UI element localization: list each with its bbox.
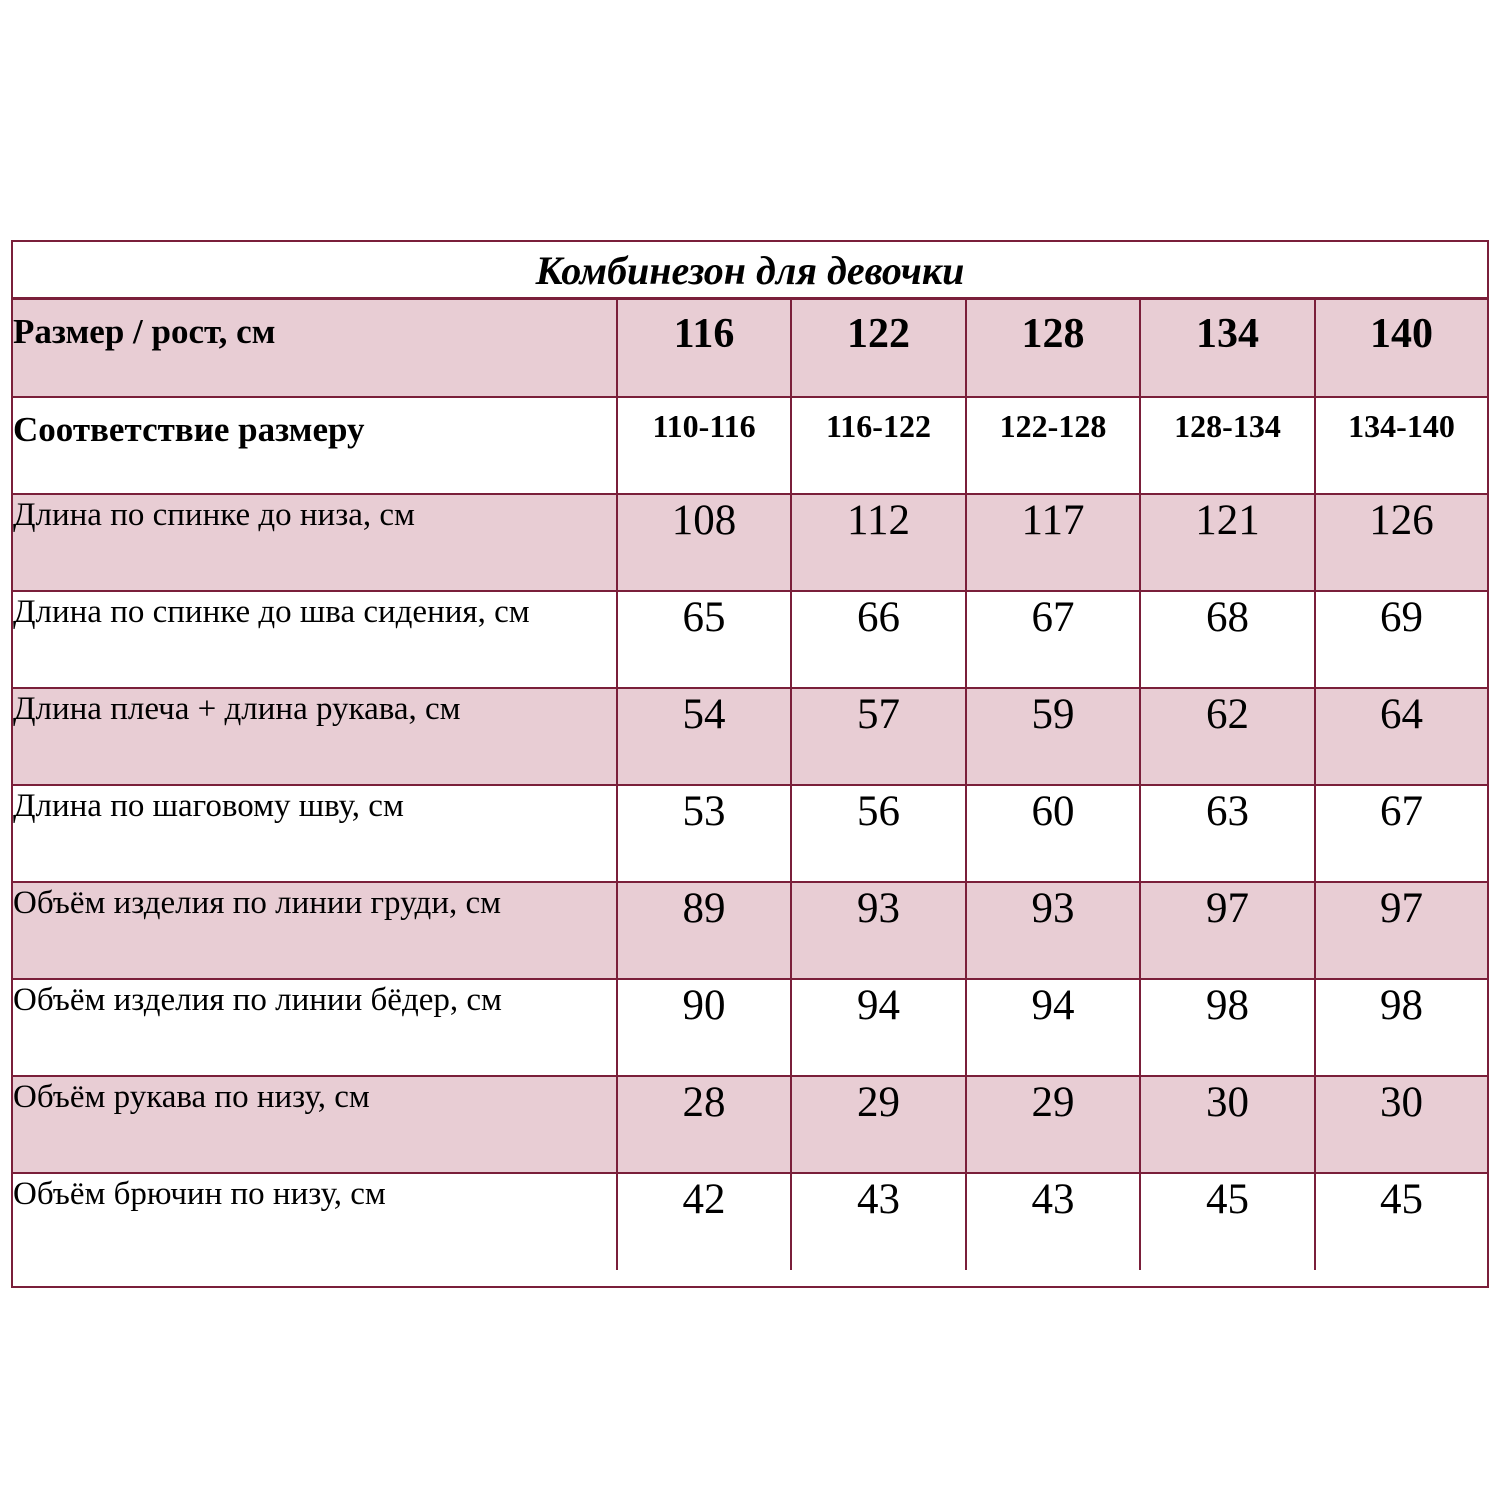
measurement-value: 68: [1140, 591, 1315, 688]
measurement-value: 29: [791, 1076, 966, 1173]
measurement-label: Длина плеча + длина рукава, см: [13, 688, 617, 785]
correspondence-cell: 128-134: [1140, 397, 1315, 494]
measurement-value: 30: [1140, 1076, 1315, 1173]
measurement-value: 93: [966, 882, 1140, 979]
measurement-row: [13, 1173, 1487, 1270]
measurement-value: 98: [1315, 979, 1487, 1076]
size-header-cell: 140: [1315, 300, 1487, 397]
measurement-row: [13, 591, 1487, 688]
measurement-row: [13, 494, 1487, 591]
measurement-label: Объём изделия по линии груди, см: [13, 882, 617, 979]
measurement-value: 29: [966, 1076, 1140, 1173]
measurement-value: 30: [1315, 1076, 1487, 1173]
measurement-label: Объём рукава по низу, см: [13, 1076, 617, 1173]
measurement-value: 97: [1140, 882, 1315, 979]
measurement-value: 43: [966, 1173, 1140, 1270]
size-grid: [13, 300, 1487, 1270]
measurement-row: [13, 1076, 1487, 1173]
measurement-value: 94: [966, 979, 1140, 1076]
measurement-value: 112: [791, 494, 966, 591]
measurement-value: 63: [1140, 785, 1315, 882]
measurement-value: 108: [617, 494, 791, 591]
measurement-value: 62: [1140, 688, 1315, 785]
measurement-value: 64: [1315, 688, 1487, 785]
measurement-row: [13, 979, 1487, 1076]
size-chart-table: [11, 240, 1489, 1288]
correspondence-cell: 134-140: [1315, 397, 1487, 494]
measurement-value: 126: [1315, 494, 1487, 591]
size-header-cell: 116: [617, 300, 791, 397]
measurement-value: 57: [791, 688, 966, 785]
correspondence-label: Соответствие размеру: [13, 397, 617, 494]
correspondence-cell: 116-122: [791, 397, 966, 494]
correspondence-cell: 110-116: [617, 397, 791, 494]
measurement-value: 45: [1140, 1173, 1315, 1270]
size-header-cell: 128: [966, 300, 1140, 397]
measurement-value: 89: [617, 882, 791, 979]
measurement-value: 98: [1140, 979, 1315, 1076]
measurement-label: Объём изделия по линии бёдер, см: [13, 979, 617, 1076]
measurement-value: 69: [1315, 591, 1487, 688]
measurement-value: 121: [1140, 494, 1315, 591]
measurement-value: 97: [1315, 882, 1487, 979]
measurement-value: 28: [617, 1076, 791, 1173]
measurement-value: 53: [617, 785, 791, 882]
measurement-value: 67: [966, 591, 1140, 688]
measurement-value: 94: [791, 979, 966, 1076]
measurement-label: Длина по спинке до низа, см: [13, 494, 617, 591]
measurement-value: 43: [791, 1173, 966, 1270]
measurement-value: 60: [966, 785, 1140, 882]
size-header-cell: 122: [791, 300, 966, 397]
size-header-row: [13, 300, 1487, 397]
measurement-value: 90: [617, 979, 791, 1076]
measurement-label: Длина по шаговому шву, см: [13, 785, 617, 882]
measurement-value: 45: [1315, 1173, 1487, 1270]
measurement-value: 65: [617, 591, 791, 688]
measurement-value: 67: [1315, 785, 1487, 882]
size-header-cell: 134: [1140, 300, 1315, 397]
correspondence-row: [13, 397, 1487, 494]
chart-title: Комбинезон для девочки: [13, 242, 1487, 300]
measurement-value: 42: [617, 1173, 791, 1270]
size-header-label: Размер / рост, см: [13, 300, 617, 397]
measurement-row: [13, 785, 1487, 882]
measurement-label: Объём брючин по низу, см: [13, 1173, 617, 1270]
correspondence-cell: 122-128: [966, 397, 1140, 494]
measurement-value: 56: [791, 785, 966, 882]
measurement-value: 117: [966, 494, 1140, 591]
measurement-value: 54: [617, 688, 791, 785]
measurement-label: Длина по спинке до шва сидения, см: [13, 591, 617, 688]
measurement-value: 59: [966, 688, 1140, 785]
measurement-value: 93: [791, 882, 966, 979]
measurement-row: [13, 688, 1487, 785]
measurement-row: [13, 882, 1487, 979]
measurement-value: 66: [791, 591, 966, 688]
